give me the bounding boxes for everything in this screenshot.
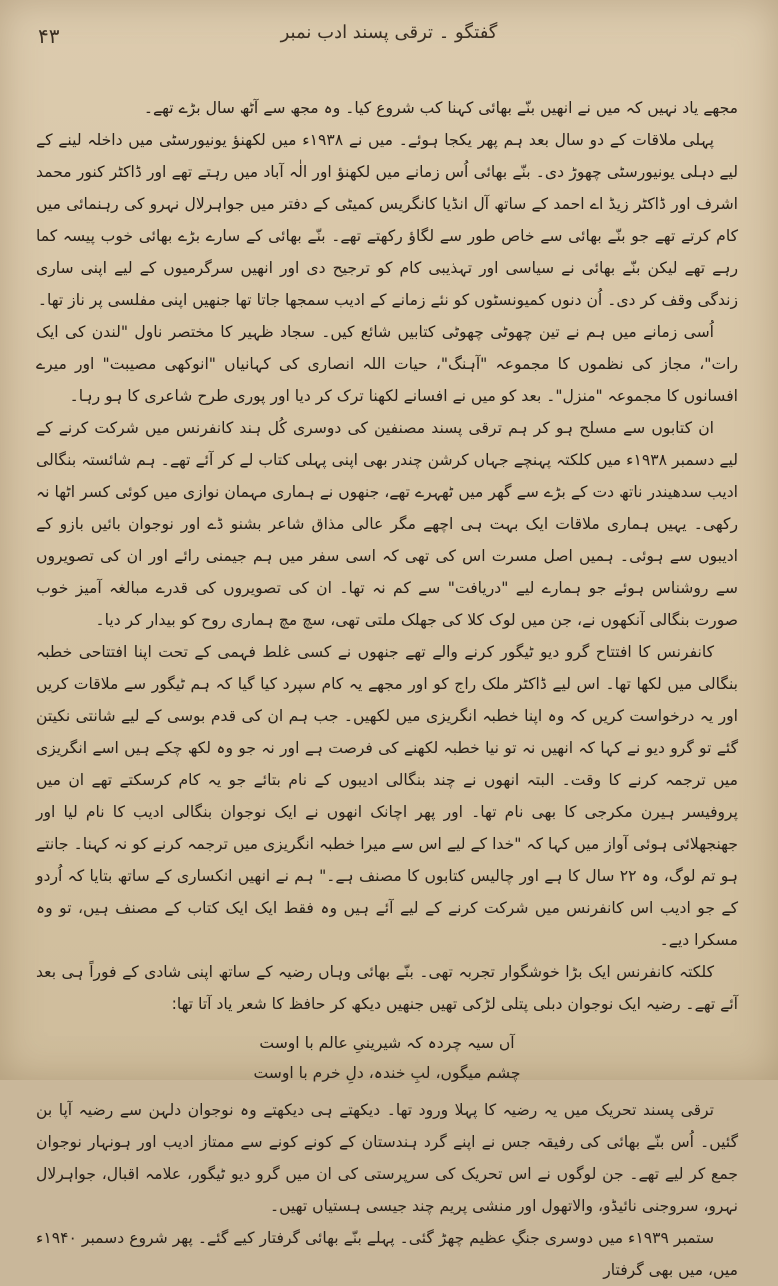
page-header (30, 18, 748, 52)
page-number: ۴۳ (38, 24, 60, 48)
paragraph: کانفرنس کا افتتاح گرو دیو ٹیگور کرنے والے تھے جنھوں نے کسی غلط فہمی کے تحت اپنا افتتاحی خطبہ بنگالی میں لکھا تھا۔ اس لیے ڈاکٹر ملک راج کو اور مجھے یہ کام سپرد کیا گیا کہ ہم ٹیگور سے ملاقات کریں اور یہ درخواست کریں کہ وہ اپنا خطبہ انگریزی میں لکھیں۔ جب ہم ان کی قدم بوسی کے لیے شانتی نکیتن گئے تو گرو دیو نے کہا کہ انھیں نہ تو نیا خطبہ لکھنے کی فرصت ہے اور نہ جو وہ لکھ چکے ہیں اسے انگریزی میں ترجمہ کرنے کا وقت۔ البتہ انھوں نے چند بنگالی ادیبوں کے نام بتائے جو یہ کام کرسکتے تھے ان میں پروفیسر ہیرن مکرجی کا بھی نام تھا۔ اور پھر اچانک انھوں نے ایک نوجوان بنگالی ادیب کا نام لیا اور جھنجھلائی ہوئی آواز میں کہا کہ "خدا کے لیے اس سے میرا خطبہ انگریزی میں ترجمہ کرنے کو نہ کہنا۔ جانتے ہو تم لوگ، وہ ۲۲ سال کا ہے اور چالیس کتابوں کا مصنف ہے۔" ہم نے انھیں انکساری کے ساتھ بتایا کہ اُردو کے جو ادیب اس کانفرنس میں شرکت کرنے کے لیے آئے ہیں وہ فقط ایک ایک کتاب کے مصنف ہیں، تو وہ مسکرا دیے۔ (36, 643, 739, 949)
running-head: گفتگو ۔ ترقی پسند ادب نمبر (280, 22, 498, 43)
paragraph: اُسی زمانے میں ہم نے تین چھوٹی چھوٹی کتابیں شائع کیں۔ سجاد ظہیر کا مختصر ناول "لندن کی ایک رات"، مجاز کی نظموں کا مجموعہ "آہنگ"، حیات اللہ انصاری کی کہانیاں "انوکھی مصیبت" اور میرے افسانوں کا مجموعہ "منزل"۔ بعد کو میں نے افسانے لکھنا ترک کر دیا اور پوری طرح شاعری کا ہو رہا۔ (36, 323, 738, 405)
paragraph: مجھے یاد نہیں کہ میں نے انھیں بنّے بھائی کہنا کب شروع کیا۔ وہ مجھ سے آٹھ سال بڑے تھے۔ (143, 99, 738, 117)
persian-couplet (36, 1028, 738, 1088)
verse-line: آں سیہ چردہ کہ شیرینیِ عالم با اوست (259, 1034, 515, 1052)
paragraph: کلکتہ کانفرنس ایک بڑا خوشگوار تجربہ تھی۔ بنّے بھائی وہاں رضیہ کے ساتھ اپنی شادی کے فوراً ہی بعد آئے تھے۔ رضیہ ایک نوجوان دبلی پتلی لڑکی تھیں جنھیں دیکھ کر حافظ کا شعر یاد آتا تھا: (36, 963, 738, 1013)
article-body (36, 92, 738, 1286)
paragraph: ترقی پسند تحریک میں یہ رضیہ کا پہلا ورود تھا۔ دیکھتے ہی دیکھتے وہ نوجوان دلہن سے رضیہ آپا بن گئیں۔ اُس بنّے بھائی کی رفیقہ جس نے اپنے گرد ہندستان کے کونے کونے سے ممتاز ادیب اور ہونہار نوجوان جمع کر لیے تھے۔ جن لوگوں نے اس تحریک کی سرپرستی کی ان میں گرو دیو ٹیگور، علامہ اقبال، جواہرلال نہرو، سروجنی نائیڈو، والاتھول اور منشی پریم چند جیسی ہستیاں تھیں۔ (36, 1101, 738, 1215)
paragraph: پہلی ملاقات کے دو سال بعد ہم پھر یکجا ہوئے۔ میں نے ۱۹۳۸ء میں لکھنؤ یونیورسٹی میں داخلہ لینے کے لیے دہلی یونیورسٹی چھوڑ دی۔ بنّے بھائی اُس زمانے میں لکھنؤ اور الٰہ آباد میں رہتے تھے اور ڈاکٹر کنور محمد اشرف اور ڈاکٹر زیڈ اے احمد کے ساتھ آل انڈیا کانگریس کمیٹی کے دفتر میں جواہرلال نہرو کی رہنمائی میں کام کرتے تھے جو بنّے بھائی سے خاص طور سے لگاؤ رکھتے تھے۔ بنّے بھائی کے سارے بڑے بھائی خوب پیسہ کما رہے تھے لیکن بنّے بھائی نے سیاسی اور تہذیبی کام کو ترجیح دی اور انھیں سرگرمیوں کے لیے اپنی ساری زندگی وقف کر دی۔ اُن دنوں کمیونسٹوں کو نئے زمانے کے ادیب سمجھا جاتا تھا جنھیں اپنی مفلسی پر ناز تھا۔ (36, 131, 738, 309)
verse-line: چشم میگوں، لبِ خندہ، دلِ خرم با اوست (253, 1064, 521, 1082)
paragraph: ان کتابوں سے مسلح ہو کر ہم ترقی پسند مصنفین کی دوسری کُل ہند کانفرنس میں شرکت کرنے کے لیے دسمبر ۱۹۳۸ء میں کلکتہ پہنچے جہاں کرشن چندر بھی اپنی پہلی کتاب لے کر آئے تھے۔ ہم شائستہ بنگالی ادیب سدھیندر ناتھ دت کے بڑے سے گھر میں ٹھہرے تھے، جنھوں نے ہماری مہمان نوازی میں کوئی کسر اٹھا نہ رکھی۔ یہیں ہماری ملاقات ایک بہت ہی اچھے مگر عالی مذاق شاعر بشنو ڈے اور نوجوان بائیں بازو کے ادیبوں سے ہوئی۔ ہمیں اصل مسرت اس کی تھی کہ اسی سفر میں ہم جیمنی رائے اور ان کی تصویروں سے روشناس ہوئے جو ہمارے لیے "دریافت" سے کم نہ تھا۔ ان کی تصویروں کی قدرے مبالغہ آمیز خوب صورت بنگالی آنکھوں نے، جن میں لوک کلا کی جھلک ملتی تھی، سچ مچ ہماری روح کو بیدار کر دیا۔ (36, 419, 738, 629)
paragraph: ستمبر ۱۹۳۹ء میں دوسری جنگِ عظیم چھڑ گئی۔ پہلے بنّے بھائی گرفتار کیے گئے۔ پھر شروع دسمبر ۱۹۴۰ء میں، میں بھی گرفتار (36, 1229, 738, 1279)
